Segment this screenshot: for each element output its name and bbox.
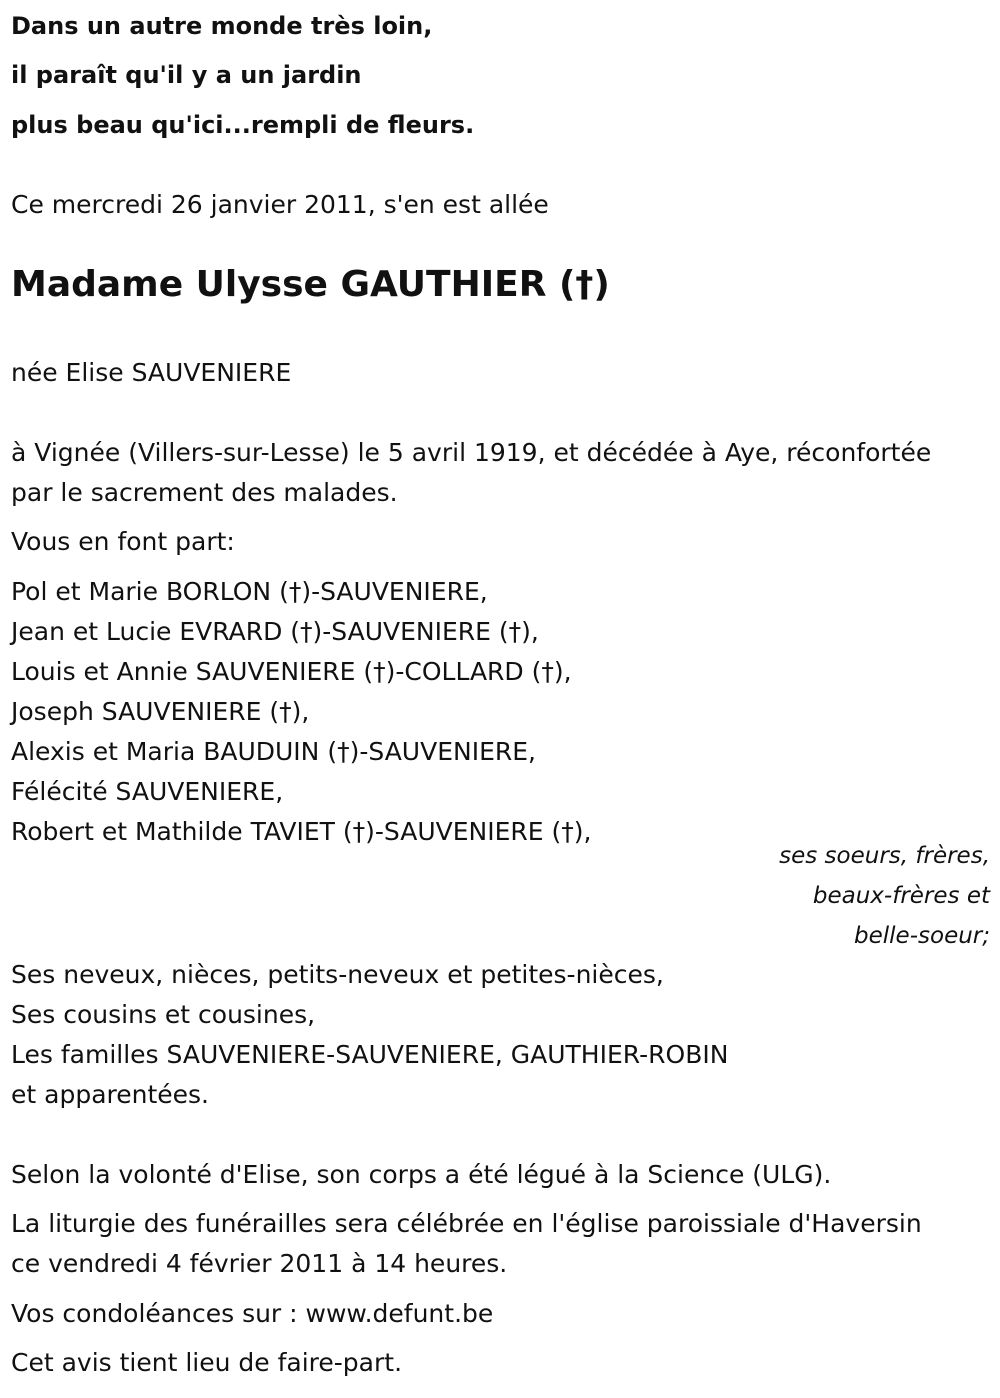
sibling-item: Alexis et Maria BAUDUIN (†)-SAUVENIERE, (11, 737, 536, 766)
closing-text: Cet avis tient lieu de faire-part. (11, 1348, 403, 1377)
birth-line-1: à Vignée (Villers-sur-Lesse) le 5 avril 1919, et décédée à Aye, réconfortée (11, 438, 932, 467)
relationship-line-2: beaux-frères et (812, 883, 990, 909)
condolences-text: Vos condoléances sur : www.defunt.be (11, 1299, 494, 1328)
science-note: Selon la volonté d'Elise, son corps a été légué à la Science (ULG). (11, 1160, 832, 1189)
relationship-line-3: belle-soeur; (854, 923, 990, 949)
announced-by: Vous en font part: (11, 527, 235, 556)
sibling-item: Louis et Annie SAUVENIERE (†)-COLLARD (†), (11, 657, 572, 686)
liturgy-line-2: ce vendredi 4 février 2011 à 14 heures. (11, 1249, 508, 1278)
deceased-name: Madame Ulysse GAUTHIER (†) (11, 264, 610, 305)
sibling-item: Félécité SAUVENIERE, (11, 777, 284, 806)
poem-line-3: plus beau qu'ici...rempli de fleurs. (11, 111, 475, 139)
relatives-item: Ses neveux, nièces, petits-neveux et petites-nièces, (11, 960, 664, 989)
sibling-item: Jean et Lucie EVRARD (†)-SAUVENIERE (†), (11, 617, 539, 646)
relationship-line-1: ses soeurs, frères, (779, 843, 990, 869)
relatives-item: Ses cousins et cousines, (11, 1000, 316, 1029)
sibling-item: Robert et Mathilde TAVIET (†)-SAUVENIERE (†), (11, 817, 592, 846)
maiden-name: née Elise SAUVENIERE (11, 358, 292, 387)
birth-line-2: par le sacrement des malades. (11, 478, 398, 507)
liturgy-line-1: La liturgie des funérailles sera célébrée en l'église paroissiale d'Haversin (11, 1209, 922, 1238)
relatives-item: Les familles SAUVENIERE-SAUVENIERE, GAUTHIER-ROBIN (11, 1040, 729, 1069)
announcement-text: Ce mercredi 26 janvier 2011, s'en est allée (11, 190, 549, 219)
relatives-item: et apparentées. (11, 1080, 209, 1109)
sibling-item: Pol et Marie BORLON (†)-SAUVENIERE, (11, 577, 488, 606)
poem-line-2: il paraît qu'il y a un jardin (11, 61, 362, 89)
poem-line-1: Dans un autre monde très loin, (11, 12, 433, 40)
sibling-item: Joseph SAUVENIERE (†), (11, 697, 310, 726)
